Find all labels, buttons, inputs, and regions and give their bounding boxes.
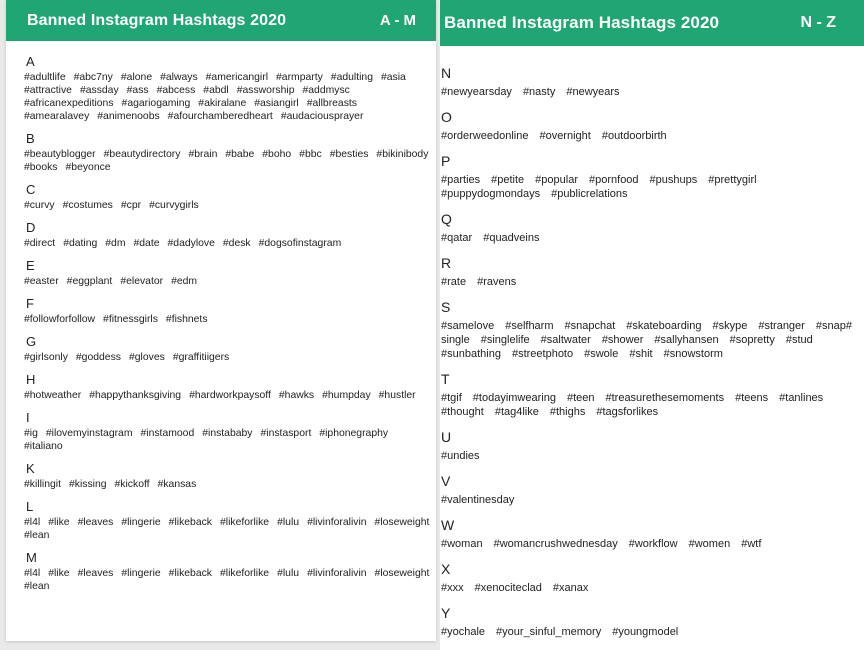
hashtag: #rate	[441, 276, 467, 288]
hashtag: #boho	[262, 149, 292, 160]
hashtag: #tagsforlikes	[596, 406, 659, 418]
hashtag: #sunbathing	[441, 348, 501, 360]
hashtag: #curvygirls	[149, 200, 199, 211]
section-letter: W	[441, 517, 455, 533]
hashtag: #americangirl	[205, 72, 269, 83]
hashtag: #publicrelations	[551, 188, 628, 200]
hashtag: #livinforalivin	[307, 568, 367, 579]
hashtag: #dm	[105, 238, 126, 249]
hashtag: #africanexpeditions	[24, 98, 114, 109]
hashtag: #costumes	[62, 200, 113, 211]
section-letter: F	[26, 296, 34, 311]
hashtag: #lean	[24, 530, 50, 541]
hashtag: #direct	[24, 238, 56, 249]
section-letter: A	[26, 54, 35, 69]
letter-section	[24, 372, 430, 402]
hashtag-group	[24, 351, 430, 364]
hashtag: #besties	[329, 149, 369, 160]
panel-title: Banned Instagram Hashtags 2020	[27, 11, 287, 29]
hashtag: #assday	[79, 85, 119, 96]
hashtag: #leaves	[77, 517, 114, 528]
hashtag: #popular	[535, 174, 578, 186]
hashtag: #audaciousprayer	[280, 111, 364, 122]
section-letter: R	[441, 255, 452, 271]
panel-range: N - Z	[800, 14, 836, 31]
hashtag-group	[441, 391, 858, 419]
hashtag: #kickoff	[114, 479, 150, 490]
hashtag: #sallyhansen	[654, 334, 719, 346]
panel-title: Banned Instagram Hashtags 2020	[444, 13, 720, 32]
hashtag-group	[441, 231, 858, 245]
hashtag: #tanlines	[779, 392, 824, 404]
hashtag: #beautydirectory	[103, 149, 181, 160]
hashtag: #gloves	[128, 352, 165, 363]
hashtag: #wtf	[741, 538, 762, 550]
hashtag: #women	[688, 538, 731, 550]
hashtag-group	[441, 129, 858, 143]
hashtag: #adulting	[330, 72, 373, 83]
hashtag: #ravens	[477, 276, 517, 288]
hashtag: #overnight	[539, 130, 591, 142]
hashtag: #snapchat	[564, 320, 616, 332]
hashtag: #goddess	[75, 352, 121, 363]
hashtag: #shit	[629, 348, 653, 360]
hashtag: #killingit	[24, 479, 61, 490]
section-letter: C	[26, 182, 36, 197]
hashtag: #brain	[188, 149, 218, 160]
hashtag: #curvy	[24, 200, 55, 211]
hashtag-group	[441, 85, 858, 99]
hashtag: #skateboarding	[626, 320, 702, 332]
hashtag-group	[24, 275, 430, 288]
hashtag: #like	[48, 517, 70, 528]
hashtag: #your_sinful_memory	[496, 626, 602, 638]
letter-section	[441, 370, 858, 419]
hashtag-group	[24, 313, 430, 326]
hashtag: #stranger	[758, 320, 805, 332]
hashtag-group	[24, 516, 430, 542]
hashtag-list	[440, 46, 864, 639]
hashtag: #woman	[441, 538, 483, 550]
letter-section	[24, 296, 430, 326]
hashtag: #sopretty	[729, 334, 775, 346]
hashtag: #amearalavey	[24, 111, 90, 122]
hashtag: #girlsonly	[24, 352, 68, 363]
hashtag-group	[441, 581, 858, 595]
hashtag: #beautyblogger	[24, 149, 96, 160]
hashtag: #likeforlike	[220, 568, 270, 579]
hashtag: #easter	[24, 276, 59, 287]
hashtag: #assworship	[236, 85, 295, 96]
section-letter: Y	[441, 605, 451, 621]
hashtag: #snowstorm	[663, 348, 723, 360]
hashtag-list	[6, 41, 436, 593]
hashtag: #likeback	[168, 517, 212, 528]
hashtag: #followforfollow	[24, 314, 96, 325]
hashtag: #tgif	[441, 392, 462, 404]
hashtag: #cpr	[120, 200, 142, 211]
section-letter: E	[26, 258, 35, 273]
hashtag: #ass	[126, 85, 149, 96]
hashtag: #xanax	[552, 582, 589, 594]
hashtag: #italiano	[24, 441, 63, 452]
hashtag-group	[441, 275, 858, 289]
letter-section	[441, 64, 858, 99]
letter-section	[441, 472, 858, 507]
hashtag: #edm	[171, 276, 198, 287]
hashtag-group	[441, 449, 858, 463]
hashtag: #skype	[712, 320, 748, 332]
hashtag: #hotweather	[24, 390, 82, 401]
hashtag: #singlelife	[480, 334, 530, 346]
hashtag: #dating	[63, 238, 98, 249]
hashtag: #alone	[120, 72, 153, 83]
hashtag-group	[441, 537, 858, 551]
hashtag: #undies	[441, 450, 480, 462]
hashtag: #prettygirl	[708, 174, 757, 186]
hashtag: #pushups	[649, 174, 698, 186]
hashtag-group	[24, 389, 430, 402]
hashtag: single	[441, 334, 470, 346]
hashtag: #swole	[584, 348, 619, 360]
hashtag: #lingerie	[121, 568, 161, 579]
hashtag: #kansas	[157, 479, 197, 490]
hashtag: #petite	[491, 174, 525, 186]
hashtag: #bikinibody	[376, 149, 429, 160]
hashtag: #l4l	[24, 517, 41, 528]
hashtag: #newyears	[566, 86, 620, 98]
hashtag: #youngmodel	[612, 626, 679, 638]
hashtag: #agariogaming	[121, 98, 191, 109]
section-letter: G	[26, 334, 37, 349]
section-letter: K	[26, 461, 35, 476]
hashtag: #stud	[785, 334, 813, 346]
section-letter: L	[26, 499, 34, 514]
hashtag: #graffitiigers	[172, 352, 230, 363]
hashtag: #l4l	[24, 568, 41, 579]
hashtag: #instamood	[140, 428, 195, 439]
hashtag: #afourchamberedheart	[167, 111, 273, 122]
hashtag-group	[24, 71, 430, 123]
hashtag: #yochale	[441, 626, 486, 638]
hashtag: #instasport	[260, 428, 312, 439]
hashtag: #desk	[222, 238, 251, 249]
hashtag: #abcess	[156, 85, 196, 96]
letter-section	[441, 428, 858, 463]
hashtag: #nasty	[522, 86, 556, 98]
hashtag: #elevator	[120, 276, 164, 287]
hashtag: #lulu	[277, 568, 300, 579]
hashtag: #teens	[735, 392, 769, 404]
letter-section	[441, 560, 858, 595]
hashtag: #babe	[225, 149, 255, 160]
hashtag: #xenociteclad	[474, 582, 542, 594]
hashtag: #always	[160, 72, 198, 83]
hashtag: #asia	[380, 72, 406, 83]
letter-section	[24, 499, 430, 542]
hashtag: #beyonce	[65, 162, 111, 173]
section-letter: M	[26, 550, 37, 565]
letter-section	[24, 461, 430, 491]
hashtag: #livinforalivin	[307, 517, 367, 528]
hashtag: #abdl	[203, 85, 229, 96]
hashtag: #outdoorbirth	[601, 130, 667, 142]
hashtag: #books	[24, 162, 58, 173]
section-letter: U	[441, 429, 452, 445]
letter-section	[24, 258, 430, 288]
hashtag: #ilovemyinstagram	[45, 428, 133, 439]
hashtag: #workflow	[628, 538, 678, 550]
hashtag: #xxx	[441, 582, 464, 594]
panel-range: A - M	[379, 12, 416, 29]
hashtag-group	[24, 199, 430, 212]
hashtag: #hustler	[378, 390, 416, 401]
hashtag: #armparty	[276, 72, 323, 83]
hashtag: #likeforlike	[220, 517, 270, 528]
hashtag: #newyearsday	[441, 86, 512, 98]
hashtag: #happythanksgiving	[89, 390, 182, 401]
section-letter: H	[26, 372, 36, 387]
letter-section	[24, 550, 430, 593]
hashtag: #attractive	[24, 85, 72, 96]
letter-section	[24, 334, 430, 364]
hashtag: #samelove	[441, 320, 495, 332]
letter-section	[441, 108, 858, 143]
hashtag: #kissing	[68, 479, 107, 490]
hashtag: #iphonegraphy	[319, 428, 389, 439]
section-letter: X	[441, 561, 451, 577]
hashtag: #akiralane	[198, 98, 247, 109]
hashtag-group	[441, 493, 858, 507]
hashtag: #tag4like	[494, 406, 539, 418]
hashtag-group	[24, 148, 430, 174]
hashtag-group	[24, 237, 430, 250]
letter-section	[24, 54, 430, 123]
letter-section	[441, 254, 858, 289]
hashtag: #orderweedonline	[441, 130, 529, 142]
hashtag: #bbc	[299, 149, 322, 160]
section-letter: I	[26, 410, 30, 425]
hashtag: #addmysc	[302, 85, 350, 96]
hashtag: #treasurethesemoments	[605, 392, 725, 404]
letter-section	[441, 210, 858, 245]
section-letter: T	[441, 371, 450, 387]
hashtag: #lingerie	[121, 517, 161, 528]
hashtag: #likeback	[168, 568, 212, 579]
section-letter: V	[441, 473, 451, 489]
hashtag: #saltwater	[540, 334, 591, 346]
hashtag-group	[441, 319, 858, 361]
hashtag: #parties	[441, 174, 481, 186]
hashtag: #ig	[24, 428, 38, 439]
hashtag: #dogsofinstagram	[258, 238, 342, 249]
hashtag: #valentinesday	[441, 494, 515, 506]
hashtag: #thighs	[549, 406, 586, 418]
hashtag: #leaves	[77, 568, 114, 579]
hashtag: #asiangirl	[254, 98, 299, 109]
hashtag: #fishnets	[165, 314, 208, 325]
hashtag: #date	[133, 238, 160, 249]
hashtag: #womancrushwednesday	[493, 538, 618, 550]
hashtag: #abc7ny	[73, 72, 113, 83]
letter-section	[24, 220, 430, 250]
hashtag: #shower	[601, 334, 644, 346]
letter-section	[441, 516, 858, 551]
hashtag: #loseweight	[374, 517, 430, 528]
section-letter: O	[441, 109, 452, 125]
hashtag: #like	[48, 568, 70, 579]
hashtag: #dadylove	[167, 238, 215, 249]
panel-header	[440, 0, 864, 46]
letter-section	[24, 131, 430, 174]
hashtag: #qatar	[441, 232, 473, 244]
hashtag: #hardworkpaysoff	[189, 390, 271, 401]
letter-section	[24, 182, 430, 212]
hashtag: #eggplant	[66, 276, 113, 287]
section-letter: P	[441, 153, 451, 169]
section-letter: D	[26, 220, 36, 235]
letter-section	[441, 604, 858, 639]
hashtag: #hawks	[278, 390, 315, 401]
hashtag: #lulu	[277, 517, 300, 528]
hashtag-group	[441, 625, 858, 639]
section-letter: B	[26, 131, 35, 146]
hashtag: #humpday	[322, 390, 371, 401]
section-letter: Q	[441, 211, 452, 227]
panel-a-m	[6, 0, 436, 641]
hashtag: #todayimwearing	[472, 392, 556, 404]
hashtag: #thought	[441, 406, 484, 418]
hashtag: #allbreasts	[306, 98, 357, 109]
hashtag-group	[24, 427, 430, 453]
hashtag-group	[441, 173, 858, 201]
panel-n-z	[440, 0, 864, 650]
hashtag: #snap#	[815, 320, 852, 332]
letter-section	[441, 298, 858, 361]
letter-section	[24, 410, 430, 453]
panel-header	[6, 0, 436, 41]
hashtag: #puppydogmondays	[441, 188, 541, 200]
letter-section	[441, 152, 858, 201]
hashtag-group	[24, 478, 430, 491]
section-letter: S	[441, 299, 451, 315]
hashtag: #streetphoto	[511, 348, 574, 360]
hashtag: #pornfood	[589, 174, 639, 186]
hashtag: #animenoobs	[97, 111, 160, 122]
hashtag: #quadveins	[483, 232, 540, 244]
hashtag: #teen	[566, 392, 595, 404]
hashtag: #fitnessgirls	[103, 314, 158, 325]
hashtag-group	[24, 567, 430, 593]
hashtag: #loseweight	[374, 568, 430, 579]
hashtag: #adultlife	[24, 72, 66, 83]
hashtag: #instababy	[202, 428, 253, 439]
hashtag: #lean	[24, 581, 50, 592]
section-letter: N	[441, 65, 452, 81]
hashtag: #selfharm	[505, 320, 554, 332]
